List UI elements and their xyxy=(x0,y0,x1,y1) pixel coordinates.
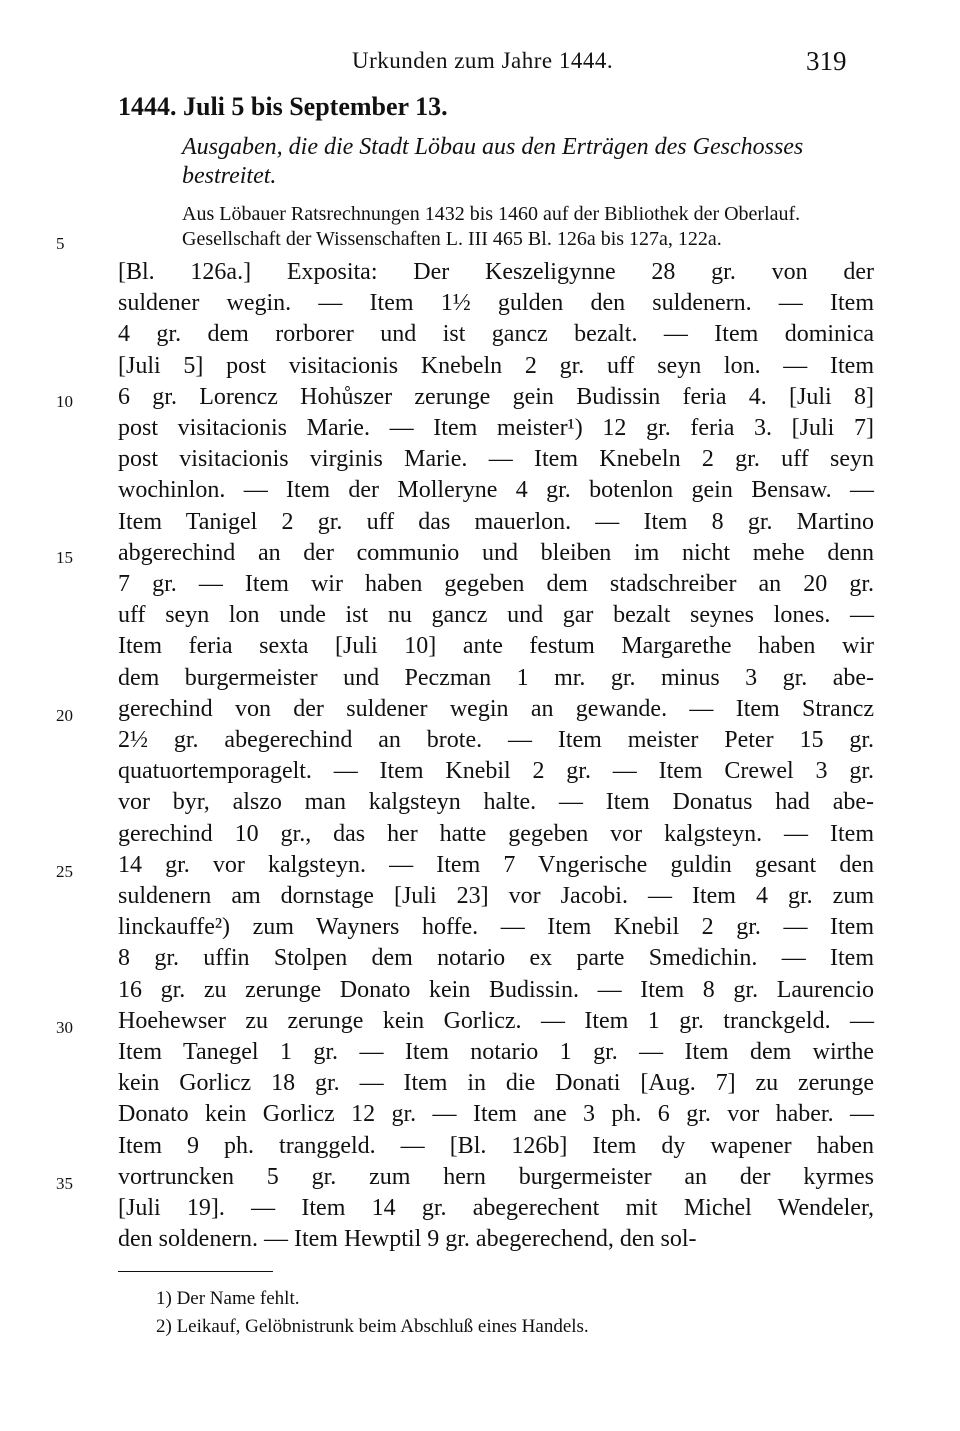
text-line: post visitacionis virginis Marie. — Item Knebeln 2 gr. uff seyn xyxy=(118,446,874,473)
text-line: post visitacionis Marie. — Item meister¹) 12 gr. feria 3. [Juli 7] xyxy=(118,415,874,441)
text-line: gerechind von der suldener wegin an gewande. — Item Strancz xyxy=(118,695,874,722)
text-line: Item Tanigel 2 gr. uff das mauerlon. — Item 8 gr. Martino xyxy=(118,508,874,535)
text-line: Item 9 ph. tranggeld. — [Bl. 126b] Item dy wapener haben xyxy=(118,1132,874,1159)
text-line: uff seyn lon unde ist nu gancz und gar bezalt seynes lones. — xyxy=(118,602,874,629)
line-number: 30 xyxy=(56,1018,73,1037)
source-note: Aus Löbauer Ratsrechnungen 1432 bis 1460 auf der Bibliothek der Oberlauf. xyxy=(182,203,801,225)
line-number: 25 xyxy=(56,862,73,881)
text-line: abgerechind an der communio und bleiben im nicht mehe denn xyxy=(118,539,874,566)
text-line: 14 gr. vor kalgsteyn. — Item 7 Vngerische guldin gesant den xyxy=(118,851,874,878)
text-line: vor byr, alszo man kalgsteyn halte. — Item Donatus had abe- xyxy=(118,789,874,816)
line-number: 10 xyxy=(56,392,73,411)
line-number: 15 xyxy=(56,548,73,567)
text-line: 4 gr. dem rorborer und ist gancz bezalt. — Item dominica xyxy=(118,321,874,348)
text-line: 16 gr. zu zerunge Donato kein Budissin. — Item 8 gr. Laurencio xyxy=(118,976,874,1003)
footnote-text: Der Name fehlt. xyxy=(176,1288,300,1309)
text-line: 6 gr. Lorencz Hohůszer zerunge gein Budissin feria 4. [Juli 8] xyxy=(118,383,874,410)
text-line: [Juli 5] post visitacionis Knebeln 2 gr. uff seyn lon. — Item xyxy=(118,352,874,379)
text-line: [Bl. 126a.] Exposita: Der Keszeligynne 28 gr. von der xyxy=(118,259,874,285)
text-line: gerechind 10 gr., das her hatte gegeben vor kalgsteyn. — Item xyxy=(118,820,874,847)
line-number: 5 xyxy=(56,234,65,253)
text-line: Donato kein Gorlicz 12 gr. — Item ane 3 ph. 6 gr. vor haber. — xyxy=(118,1101,874,1128)
footnote xyxy=(156,1316,589,1338)
text-line: quatuortemporagelt. — Item Knebil 2 gr. — Item Crewel 3 gr. xyxy=(118,758,874,785)
page-number: 319 xyxy=(806,46,847,76)
text-line: vortruncken 5 gr. zum hern burgermeister an der kyrmes xyxy=(118,1163,874,1190)
footnote xyxy=(156,1288,300,1310)
text-line: den soldenern. — Item Hewptil 9 gr. abegerechend, den sol- xyxy=(118,1226,697,1253)
text-line: [Juli 19]. — Item 14 gr. abegerechent mit Michel Wendeler, xyxy=(118,1195,874,1221)
footnote-rule xyxy=(118,1271,273,1272)
text-line: linckauffe²) zum Wayners hoffe. — Item Knebil 2 gr. — Item xyxy=(118,914,874,941)
text-line: kein Gorlicz 18 gr. — Item in die Donati [Aug. 7] zu zerunge xyxy=(118,1070,874,1097)
footnote-mark: 1) xyxy=(156,1288,172,1309)
text-line: 7 gr. — Item wir haben gegeben dem stadschreiber an 20 gr. xyxy=(118,571,874,597)
footnote-mark: 2) xyxy=(156,1316,172,1337)
text-line: suldener wegin. — Item 1½ gulden den suldenern. — Item xyxy=(118,290,874,317)
line-number: 20 xyxy=(56,706,73,725)
text-line: suldenern am dornstage [Juli 23] vor Jacobi. — Item 4 gr. zum xyxy=(118,883,874,909)
text-line: dem burgermeister und Peczman 1 mr. gr. minus 3 gr. abe- xyxy=(118,664,874,691)
summary-line: bestreitet. xyxy=(182,163,277,189)
text-line: Item feria sexta [Juli 10] ante festum Margarethe haben wir xyxy=(118,633,874,660)
source-note: Gesellschaft der Wissenschaften L. III 465 Bl. 126a bis 127a, 122a. xyxy=(182,228,722,250)
text-line: 2½ gr. abegerechind an brote. — Item meister Peter 15 gr. xyxy=(118,727,874,753)
text-line: 8 gr. uffin Stolpen dem notario ex parte Smedichin. — Item xyxy=(118,945,874,972)
footnote-text: Leikauf, Gelöbnistrunk beim Abschluß eines Handels. xyxy=(176,1316,589,1337)
summary-line: Ausgaben, die die Stadt Löbau aus den Erträgen des Geschosses xyxy=(182,134,804,160)
text-line: wochinlon. — Item der Molleryne 4 gr. botenlon gein Bensaw. — xyxy=(118,477,874,504)
running-title: Urkunden zum Jahre 1444. xyxy=(352,48,614,73)
date-heading: 1444. Juli 5 bis September 13. xyxy=(118,92,448,121)
line-number: 35 xyxy=(56,1174,73,1193)
text-line: Hoehewser zu zerunge kein Gorlicz. — Item 1 gr. tranckgeld. — xyxy=(118,1007,874,1034)
text-line: Item Tanegel 1 gr. — Item notario 1 gr. — Item dem wirthe xyxy=(118,1039,874,1065)
